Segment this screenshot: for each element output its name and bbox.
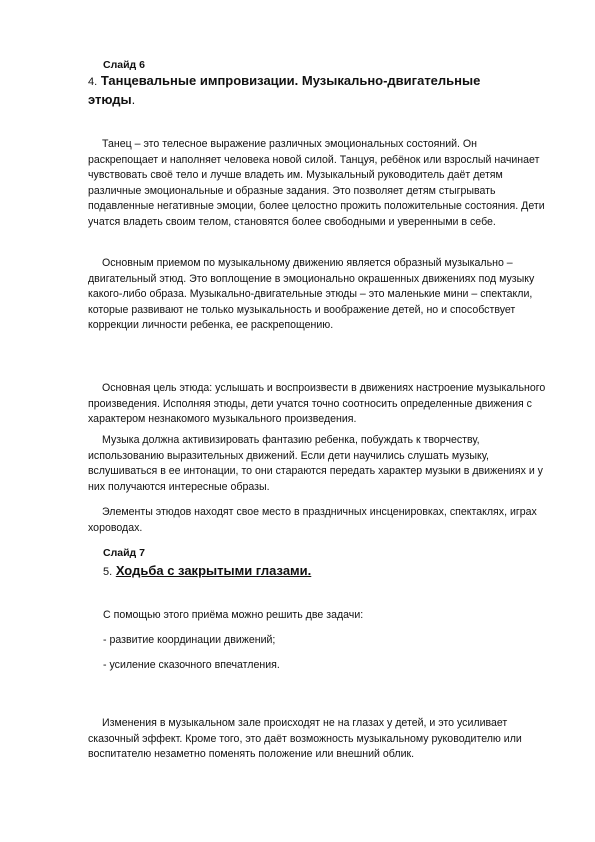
section-4-number: 4. (88, 76, 98, 88)
paragraph-dance: Танец – это телесное выражение различных эмоциональных состояний. Он раскрепощает и наполняет человека новой силой. Танцуя, ребёнок или взрослый начинает чувствовать своё тело и лучше владеть им. Музыкальный руководитель даёт детям различные эмоциональные и образные задания. Это позволяет детям стыгрывать подавленные негативные эмоции, более целостно прожить положительные состояния. Дети учатся владеть своим телом, становятся более свободными и уверенными в себе. (88, 138, 545, 228)
section-4-title-line2: этюды (88, 92, 132, 107)
list-item-fairy-impression: - усиление сказочного впечатления. (103, 659, 280, 671)
section-5-title: Ходьба с закрытыми глазами. (115, 563, 312, 578)
paragraph-two-tasks: С помощью этого приёма можно решить две задачи: (103, 609, 364, 621)
section-4-title-line1: Танцевальные импровизации. Музыкально-двигательные (100, 73, 481, 88)
paragraph-etude-method: Основным приемом по музыкальному движению является образный музыкально – двигательный этюд. Это воплощение в эмоционально окрашенных движениях под музыку какого-либо образа. Музыкально-двигательные этюды – это маленькие мини – спектакли, которые развивают не только музыкальность и воображение детей, но и способствует коррекции личности ребенка, ее раскрепощению. (88, 257, 535, 332)
slide-6-label: Слайд 6 (103, 59, 145, 71)
section-4-heading (88, 72, 518, 108)
paragraph-etude-goal: Основная цель этюда: услышать и воспроизвести в движениях настроение музыкального произведения. Исполняя этюды, дети учатся точно соотносить определенные движения с характером незнакомого музыкального произведения. (88, 382, 546, 426)
paragraph-music-fantasy: Музыка должна активизировать фантазию ребенка, побуждать к творчеству, использованию выразительных движений. Если дети научились слушать музыку, вслушиваться в ее интонации, то они стараются передать характер музыки в движениях и у них получаются интересные образы. (88, 434, 543, 493)
paragraph-etude-elements: Элементы этюдов находят свое место в праздничных инсценировках, спектаклях, играх хороводах. (88, 506, 537, 534)
list-item-coordination: - развитие координации движений; (103, 634, 276, 646)
slide-7-label: Слайд 7 (103, 547, 145, 559)
section-5-heading (103, 562, 311, 581)
section-5-number: 5. (103, 566, 113, 578)
section-4-title-period: . (131, 92, 136, 107)
paragraph-hall-changes: Изменения в музыкальном зале происходят не на глазах у детей, и это усиливает сказочный эффект. Кроме того, это даёт возможность музыкальному руководителю или воспитателю незаметно поменять положение или внешний облик. (88, 717, 522, 761)
